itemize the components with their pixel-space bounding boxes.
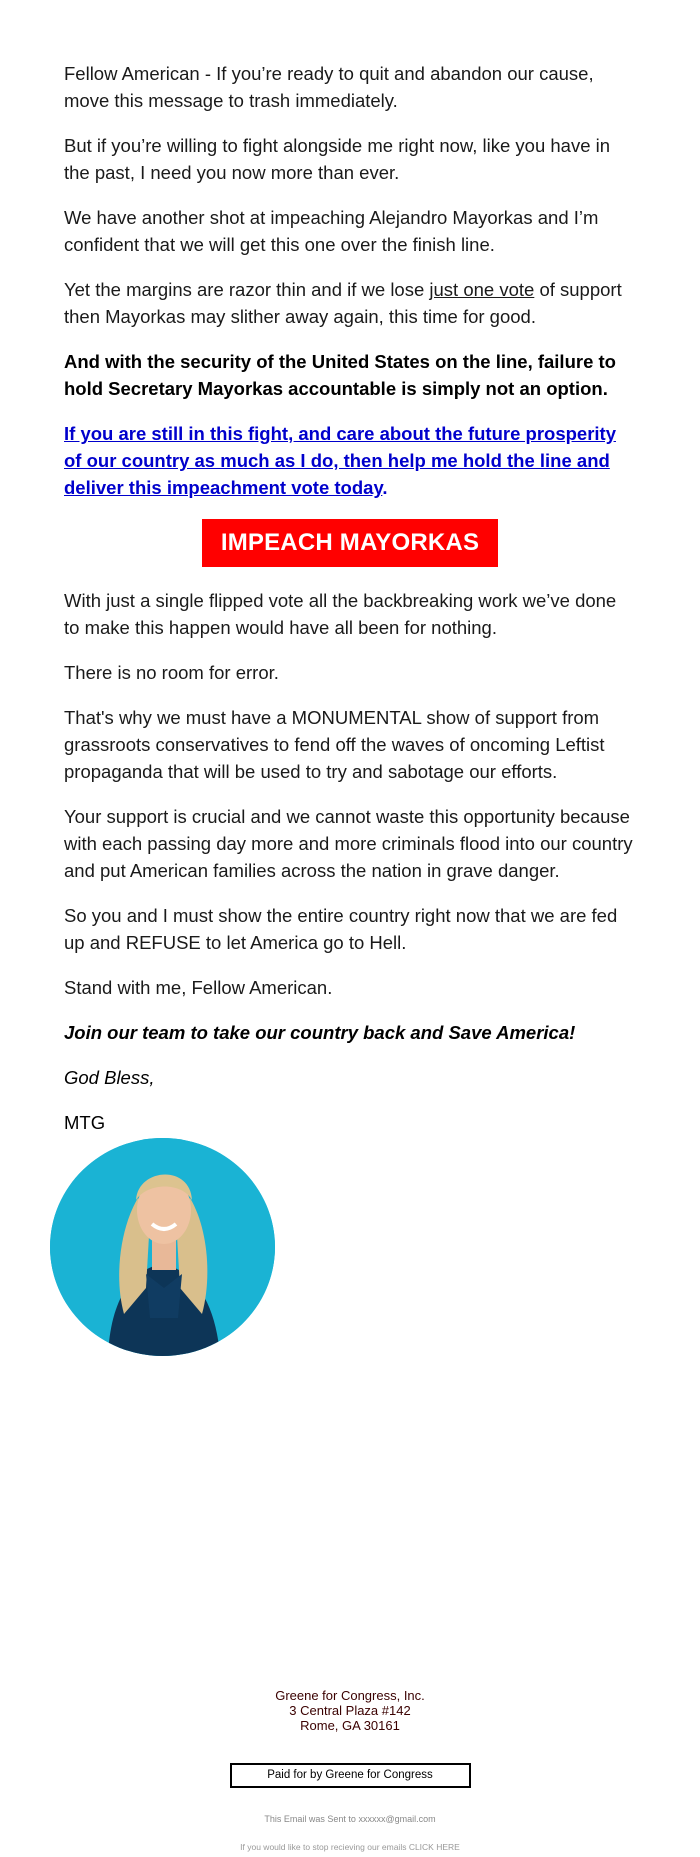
footer-org: Greene for Congress, Inc. <box>275 1688 425 1703</box>
cta-container <box>64 519 636 567</box>
paragraph-8: There is no room for error. <box>64 662 279 683</box>
p4-after: of support then Mayorkas may slither away again, this time for good. <box>64 279 622 327</box>
paid-for-by-box: Paid for by Greene for Congress <box>230 1763 471 1788</box>
paragraph-5: And with the security of the United States on the line, failure to hold Secretary Mayorkas accountable is simply not an option. <box>64 351 616 399</box>
p4-before: Yet the margins are razor thin and if we lose <box>64 279 430 300</box>
intro-rest: If you’re ready to quit and abandon our cause, move this message to trash immediately. <box>64 63 594 111</box>
paragraph-11: So you and I must show the entire country right now that we are fed up and REFUSE to let America go to Hell. <box>64 905 618 953</box>
impeach-mayorkas-button[interactable]: IMPEACH MAYORKAS <box>202 519 498 567</box>
sent-to-notice: This Email was Sent to xxxxxx@gmail.com <box>264 1814 436 1824</box>
paragraph-13: Join our team to take our country back and Save America! <box>64 1022 576 1043</box>
paragraph-12: Stand with me, Fellow American. <box>64 977 333 998</box>
closing-line: God Bless, <box>64 1067 155 1088</box>
footer-city: Rome, GA 30161 <box>300 1718 400 1733</box>
signature: MTG <box>64 1112 106 1133</box>
paragraph-6 <box>64 420 636 501</box>
donate-text-link[interactable]: If you are still in this fight, and care about the future prosperity of our country as much as I do, then help me hold the line and deliver this impeachment vote today <box>64 423 616 498</box>
paragraph-10: Your support is crucial and we cannot waste this opportunity because with each passing day more and more criminals flood into our country and put American families across the nation in grave danger. <box>64 806 633 881</box>
portrait-photo <box>50 1138 275 1356</box>
paragraph-4 <box>64 276 636 330</box>
paragraph-intro <box>64 60 636 114</box>
p6-end: . <box>382 477 388 498</box>
paragraph-3: We have another shot at impeaching Alejandro Mayorkas and I’m confident that we will get this one over the finish line. <box>64 207 599 255</box>
p4-underlined: just one vote <box>429 279 535 300</box>
intro-lead: Fellow American - <box>64 63 217 84</box>
email-footer <box>0 1688 700 1852</box>
unsubscribe-link[interactable]: If you would like to stop recieving our emails CLICK HERE <box>240 1842 460 1852</box>
paragraph-2: But if you’re willing to fight alongside me right now, like you have in the past, I need you now more than ever. <box>64 135 611 183</box>
paragraph-7: With just a single flipped vote all the backbreaking work we’ve done to make this happen would have all been for nothing. <box>64 590 617 638</box>
paragraph-9: That's why we must have a MONUMENTAL show of support from grassroots conservatives to fend off the waves of oncoming Leftist propaganda that will be used to try and sabotage our efforts. <box>64 707 605 782</box>
email-body <box>64 60 636 1154</box>
portrait-illustration <box>50 1138 275 1356</box>
footer-street: 3 Central Plaza #142 <box>289 1703 411 1718</box>
